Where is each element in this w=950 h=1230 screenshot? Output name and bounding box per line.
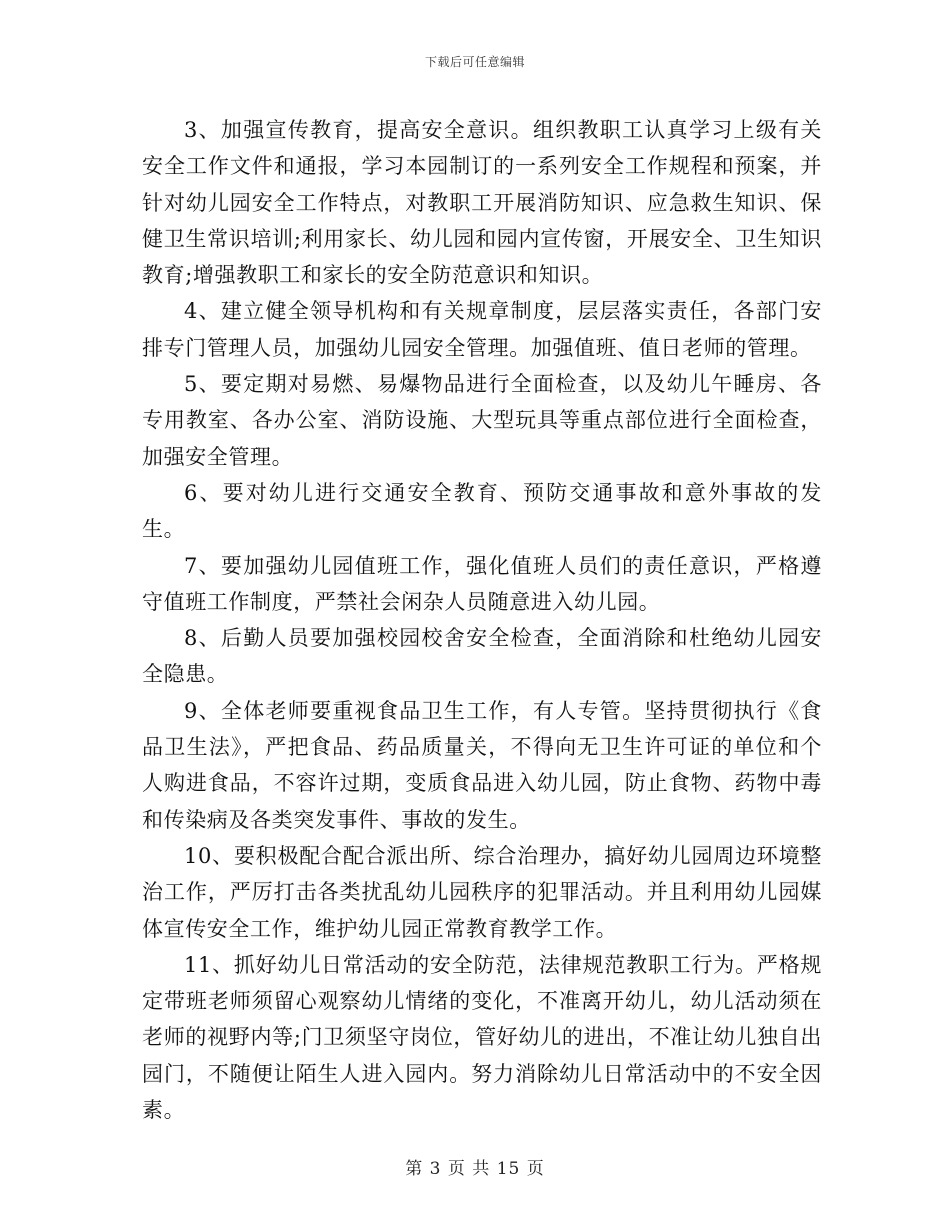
paragraph-item-5: 5、要定期对易燃、易爆物品进行全面检查，以及幼儿午睡房、各专用教室、各办公室、消防设施、大型玩具等重点部位进行全面检查，加强安全管理。	[142, 372, 822, 469]
page-header-note: 下载后可任意编辑	[424, 55, 525, 69]
paragraph-item-9: 9、全体老师要重视食品卫生工作，有人专管。坚持贯彻执行《食品卫生法》，严把食品、药品质量关，不得向无卫生许可证的单位和个人购进食品，不容许过期，变质食品进入幼儿园，防止食物、药物中毒和传染病及各类突发事件、事故的发生。	[142, 698, 822, 832]
page-number: 第 3 页 共 15 页	[405, 1159, 545, 1179]
paragraph-item-6: 6、要对幼儿进行交通安全教育、预防交通事故和意外事故的发生。	[142, 480, 822, 542]
paragraph-item-7: 7、要加强幼儿园值班工作，强化值班人员们的责任意识，严格遵守值班工作制度，严禁社会闲杂人员随意进入幼儿园。	[142, 553, 822, 614]
document-body	[142, 112, 822, 1128]
paragraph-item-4: 4、建立健全领导机构和有关规章制度，层层落实责任，各部门安排专门管理人员，加强幼儿园安全管理。加强值班、值日老师的管理。	[142, 299, 822, 360]
paragraph-item-11: 11、抓好幼儿日常活动的安全防范，法律规范教职工行为。严格规定带班老师须留心观察幼儿情绪的变化，不准离开幼儿，幼儿活动须在老师的视野内等;门卫须坚守岗位，管好幼儿的进出，不准让幼儿独自出园门，不随便让陌生人进入园内。努力消除幼儿日常活动中的不安全因素。	[142, 952, 822, 1123]
paragraph-item-3: 3、加强宣传教育，提高安全意识。组织教职工认真学习上级有关安全工作文件和通报，学习本园制订的一系列安全工作规程和预案，并针对幼儿园安全工作特点，对教职工开展消防知识、应急救生知识、保健卫生常识培训;利用家长、幼儿园和园内宣传窗，开展安全、卫生知识教育;增强教职工和家长的安全防范意识和知识。	[142, 118, 822, 288]
paragraph-item-10: 10、要积极配合配合派出所、综合治理办，搞好幼儿园周边环境整治工作，严厉打击各类扰乱幼儿园秩序的犯罪活动。并且利用幼儿园媒体宣传安全工作，维护幼儿园正常教育教学工作。	[142, 843, 822, 941]
paragraph-item-8: 8、后勤人员要加强校园校舍安全检查，全面消除和杜绝幼儿园安全隐患。	[142, 626, 822, 687]
